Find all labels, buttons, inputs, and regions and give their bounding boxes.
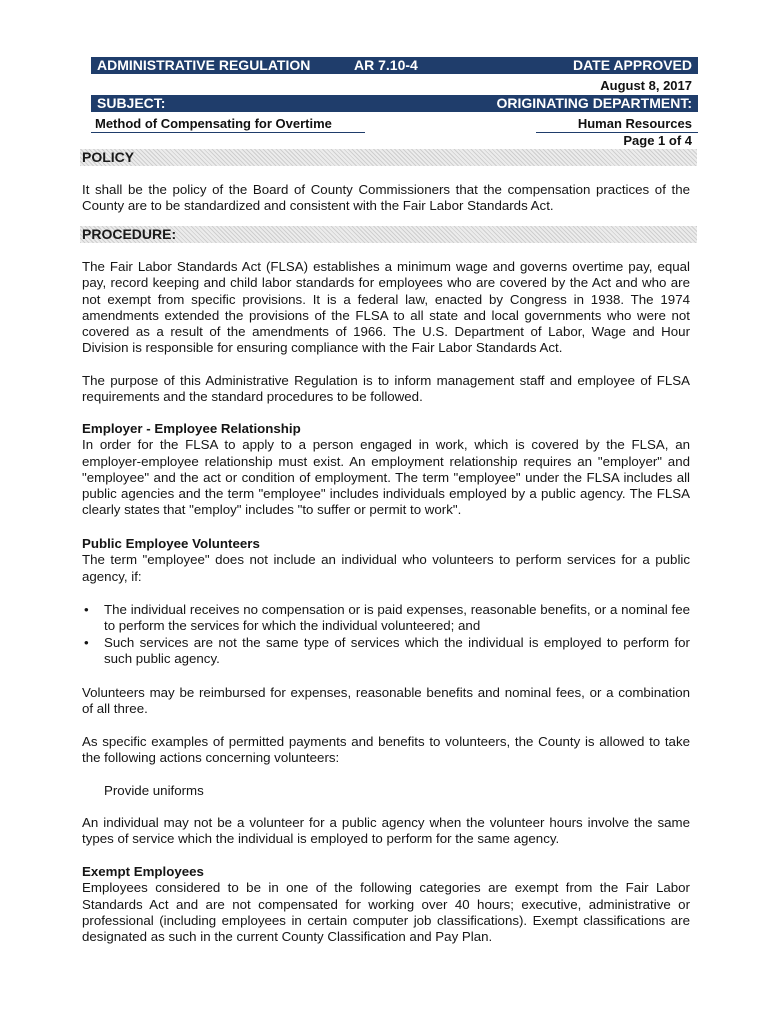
date-approved-value: August 8, 2017 (600, 78, 692, 93)
exempt-employees-text: Employees considered to be in one of the following categories are exempt from the Fair Labor Standards Act and are not compensated for working over 40 hours; executive, administrative or professional (including employees in certain computer job classifications). Exempt classifications are designated as such in the current County Classification and Pay Plan. (82, 880, 690, 945)
volunteer-conditions-list (82, 602, 690, 667)
employer-employee-section (82, 421, 690, 519)
list-item (82, 602, 690, 635)
department-value: Human Resources (577, 116, 692, 131)
exempt-employees-section (82, 864, 690, 945)
reimbursed-text: Volunteers may be reimbursed for expenses, reasonable benefits and nominal fees, or a combination of all three. (82, 685, 690, 717)
subject-label: SUBJECT: (97, 95, 166, 111)
purpose-text: The purpose of this Administrative Regulation is to inform management staff and employee of FLSA requirements and the standard procedures to be followed. (82, 373, 690, 405)
purpose-paragraph (82, 373, 690, 406)
volunteers-section (82, 536, 690, 585)
not-volunteer-paragraph (82, 815, 690, 848)
header-bar-regulation (91, 57, 698, 74)
reimbursed-paragraph (82, 685, 690, 718)
originating-department-label: ORIGINATING DEPARTMENT: (496, 95, 692, 111)
header-bar-subject (91, 95, 698, 112)
bullet-icon: • (84, 602, 89, 617)
flsa-intro-paragraph (82, 259, 690, 357)
regulation-label: ADMINISTRATIVE REGULATION (97, 57, 311, 73)
list-item (82, 635, 690, 668)
employer-employee-text: In order for the FLSA to apply to a person engaged in work, which is covered by the FLSA, an employer-employee relationship must exist. An employment relationship requires an "employer" and "employee" and the act or condition of employment. The term "employee" under the FLSA includes all public agencies and the term "employee" includes individuals employed by a public agency. The FLSA clearly states that "employ" includes "to suffer or permit to work". (82, 437, 690, 518)
regulation-number: AR 7.10-4 (354, 57, 418, 73)
uniforms-item (104, 783, 690, 799)
policy-section-header (80, 149, 697, 166)
procedure-section-header (80, 226, 697, 243)
volunteers-heading: Public Employee Volunteers (82, 536, 260, 551)
policy-paragraph (82, 182, 690, 215)
examples-text: As specific examples of permitted payments and benefits to volunteers, the County is allowed to take the following actions concerning volunteers: (82, 734, 690, 766)
procedure-title: PROCEDURE: (82, 226, 177, 242)
date-approved-label: DATE APPROVED (572, 57, 692, 73)
employer-employee-heading: Employer - Employee Relationship (82, 421, 301, 436)
bullet-icon: • (84, 634, 89, 650)
list-item-text: Such services are not the same type of services which the individual is employed to perform for such public agency. (104, 634, 690, 666)
list-item-text: The individual receives no compensation or is paid expenses, reasonable benefits, or a nominal fee to perform the services for which the individual volunteered; and (104, 602, 690, 634)
policy-title: POLICY (82, 149, 135, 165)
page-number: Page 1 of 4 (623, 133, 692, 148)
subject-underline (91, 132, 365, 133)
subject-value: Method of Compensating for Overtime (95, 116, 332, 131)
policy-text: It shall be the policy of the Board of County Commissioners that the compensation practices of the County are to be standardized and consistent with the Fair Labor Standards Act. (82, 182, 690, 214)
exempt-employees-heading: Exempt Employees (82, 864, 204, 879)
flsa-intro-text: The Fair Labor Standards Act (FLSA) establishes a minimum wage and governs overtime pay, equal pay, record keeping and child labor standards for employees who are covered by the Act and who are not exempt from specific provisions. It is a federal law, enacted by Congress in 1938. The 1974 amendments extended the provisions of the FLSA to all state and local governments who were not covered as a result of the amendments of 1966. The U.S. Department of Labor, Wage and Hour Division is responsible for ensuring compliance with the Fair Labor Standards Act. (82, 259, 690, 356)
uniforms-text: Provide uniforms (104, 783, 204, 798)
not-volunteer-text: An individual may not be a volunteer for a public agency when the volunteer hours involve the same types of service which the individual is employed to perform for the same agency. (82, 815, 690, 847)
volunteers-text: The term "employee" does not include an individual who volunteers to perform services for a public agency, if: (82, 552, 690, 584)
examples-paragraph (82, 734, 690, 767)
